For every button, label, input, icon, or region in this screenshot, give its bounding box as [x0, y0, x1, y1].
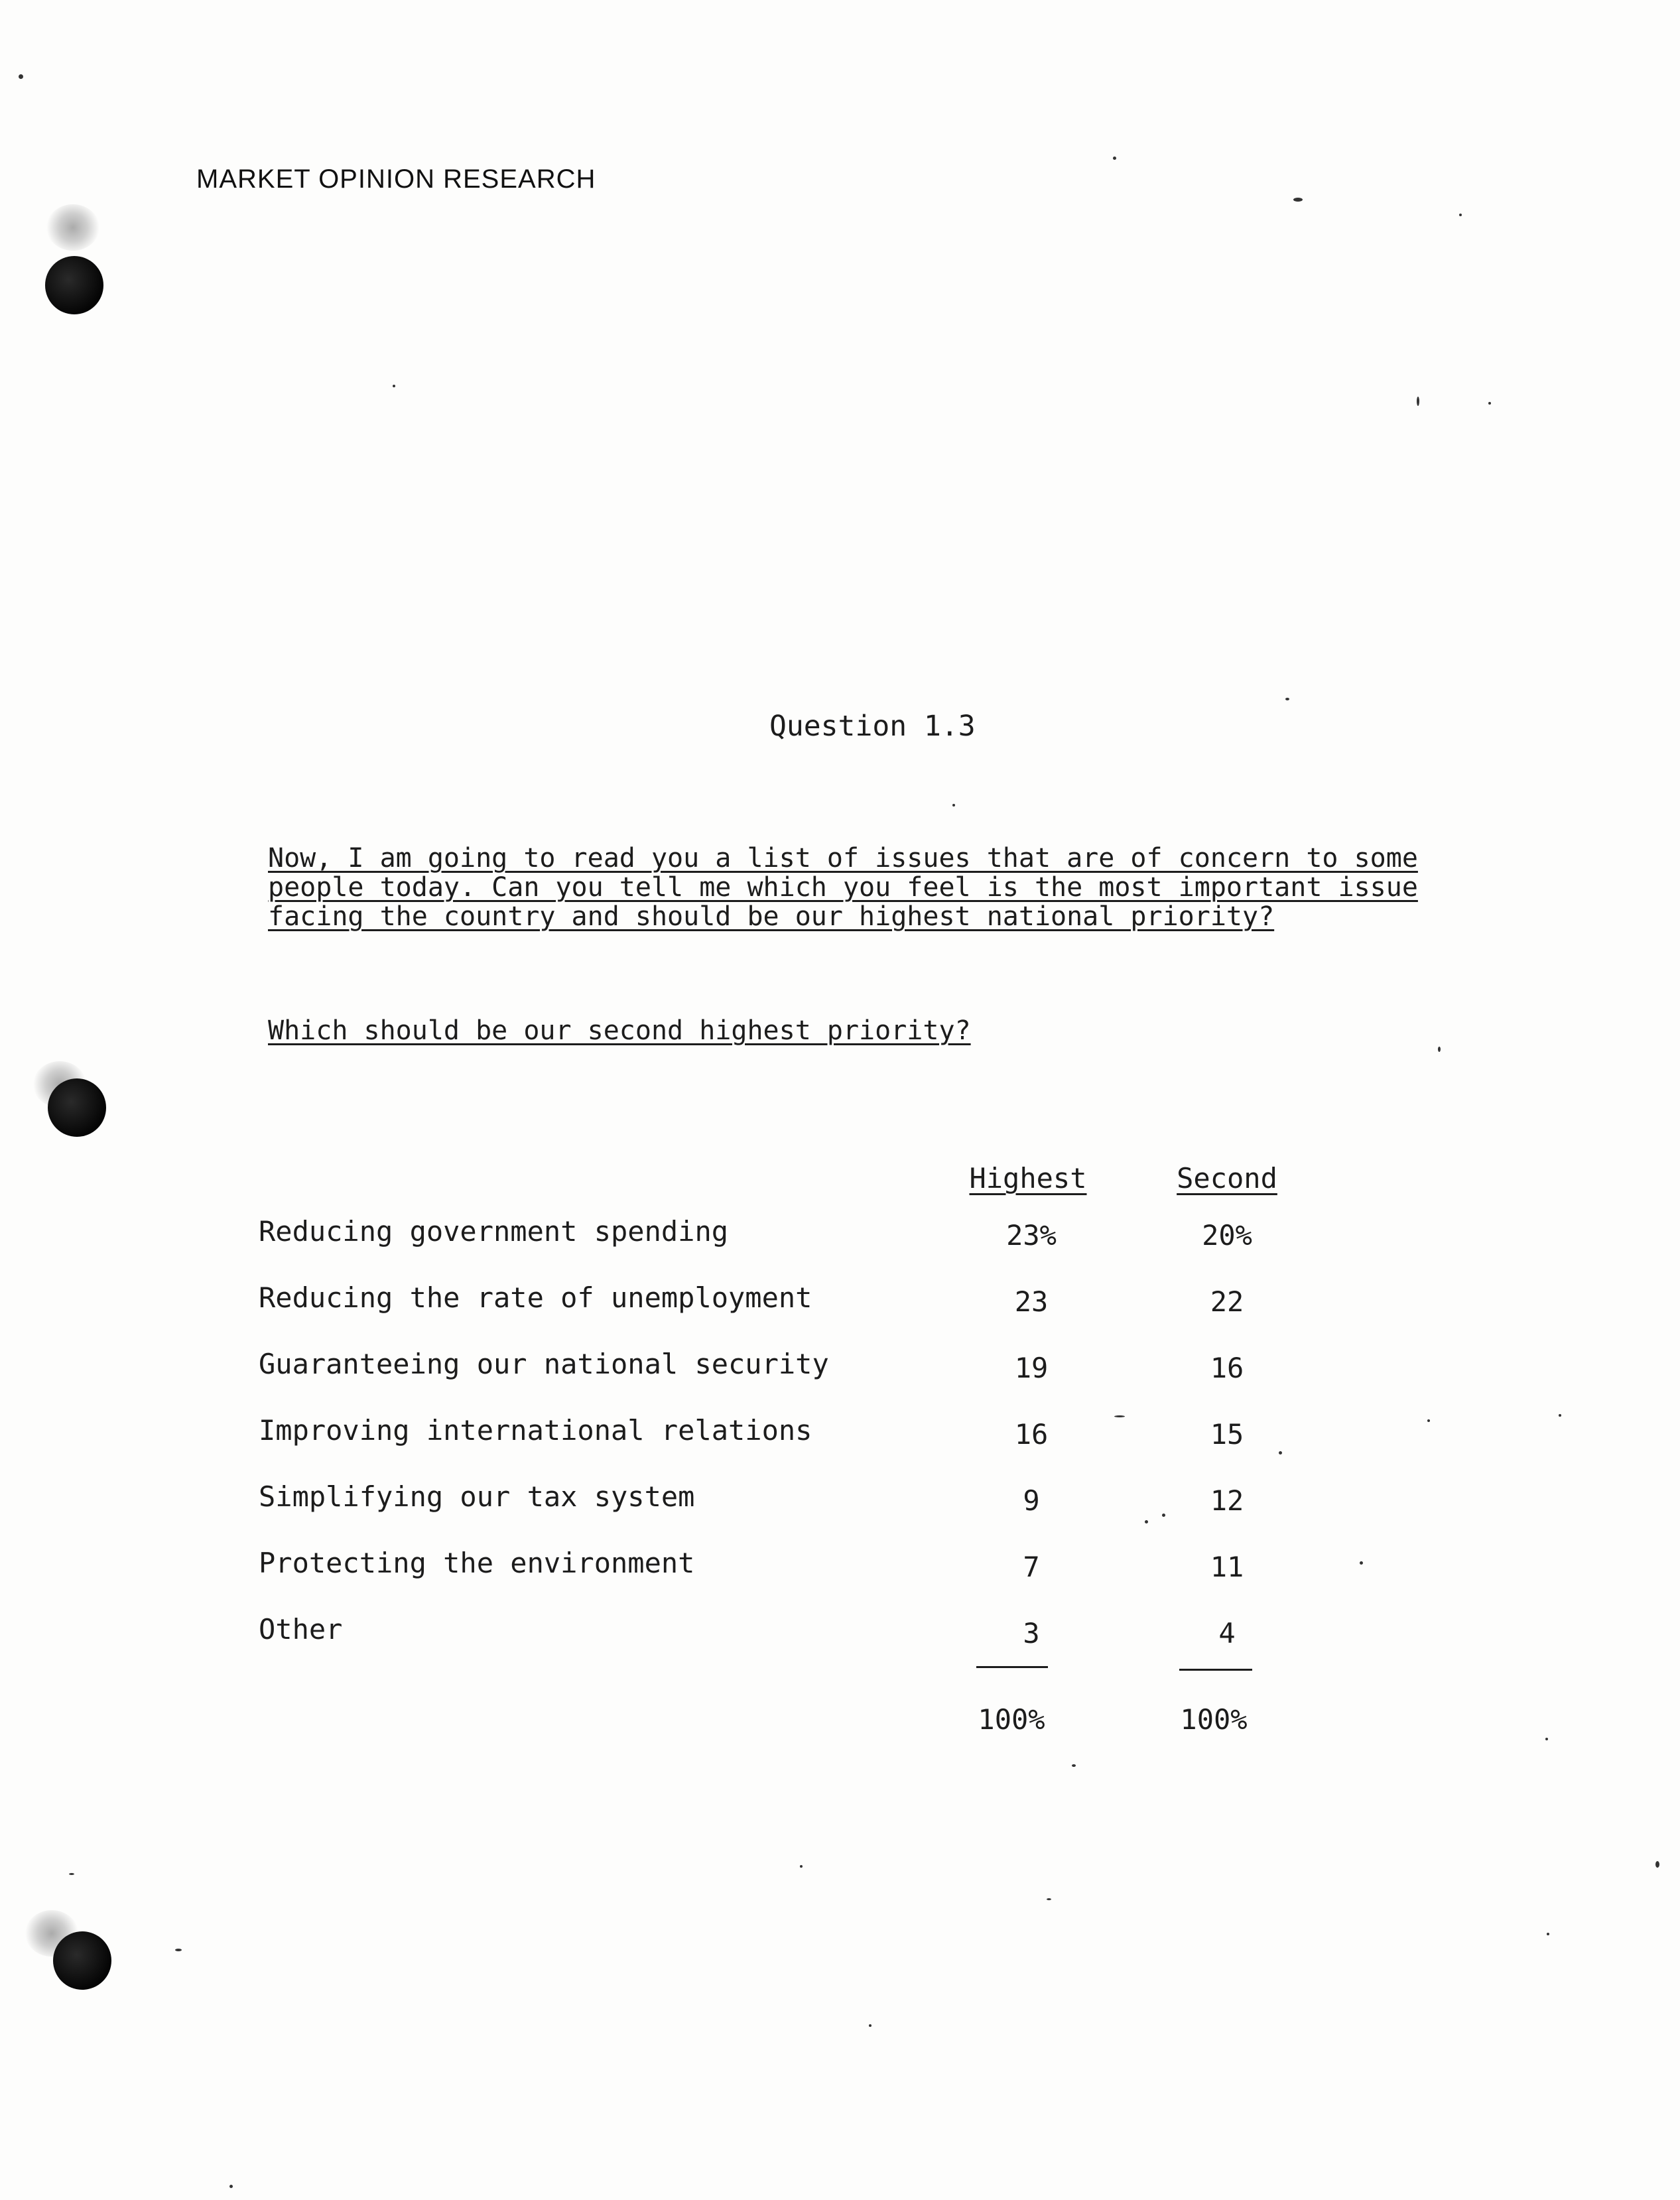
column-header-highest: Highest: [969, 1162, 1087, 1195]
sum-rule-highest: [976, 1666, 1048, 1668]
scan-speck: [1438, 1047, 1441, 1052]
scan-speck: [1427, 1419, 1430, 1422]
value-highest: 9: [1023, 1484, 1040, 1517]
row-label: Improving international relations: [259, 1414, 812, 1447]
scan-speck: [952, 804, 955, 807]
table-row: [259, 1281, 1386, 1348]
scan-speck: [1162, 1514, 1165, 1517]
row-label: Protecting the environment: [259, 1547, 695, 1579]
total-highest: 100%: [978, 1703, 1045, 1736]
row-label: Other: [259, 1613, 343, 1646]
value-highest: 16: [1014, 1418, 1049, 1451]
scan-speck: [1360, 1561, 1363, 1565]
value-highest: 3: [1023, 1617, 1040, 1650]
followup-question-text: Which should be our second highest priority?: [268, 1015, 971, 1046]
scan-speck: [19, 74, 23, 79]
scan-speck: [1547, 1933, 1549, 1935]
scan-speck: [1047, 1898, 1051, 1900]
scan-speck: [1114, 1415, 1125, 1417]
scan-speck: [1488, 402, 1491, 405]
scan-speck: [393, 385, 395, 387]
total-second: 100%: [1180, 1703, 1248, 1736]
punch-hole-halo-top: [46, 204, 99, 251]
value-highest: 7: [1023, 1551, 1040, 1583]
row-label: Reducing the rate of unemployment: [259, 1281, 812, 1314]
value-second: 22: [1210, 1285, 1244, 1318]
scan-speck: [1145, 1520, 1148, 1523]
value-highest: 23: [1014, 1285, 1049, 1318]
value-second: 15: [1210, 1418, 1244, 1451]
table-row: [259, 1348, 1386, 1414]
sum-rule-second: [1179, 1669, 1252, 1671]
scan-speck: [1545, 1738, 1548, 1740]
question-title: Question 1.3: [769, 710, 976, 743]
scan-speck: [1559, 1414, 1561, 1417]
value-highest: 23%: [1006, 1219, 1057, 1252]
column-header-second: Second: [1177, 1162, 1277, 1195]
table-row: [259, 1547, 1386, 1613]
value-second: 16: [1210, 1352, 1244, 1384]
scan-speck: [1655, 1861, 1659, 1868]
letterhead: MARKET OPINION RESEARCH: [196, 164, 596, 194]
scan-speck: [1459, 214, 1462, 216]
scan-speck: [1285, 698, 1289, 700]
table-row: [259, 1414, 1386, 1480]
row-label: Reducing government spending: [259, 1215, 729, 1248]
table-row: [259, 1215, 1386, 1281]
scan-speck: [175, 1949, 182, 1951]
question-text: Now, I am going to read you a list of issues that are of concern to some people today. Can you tell me which you feel is the most important issue facing the country and should be our highest national priority?: [268, 843, 1418, 932]
punch-hole-bottom: [53, 1931, 111, 1990]
punch-hole-middle: [48, 1078, 106, 1137]
scan-speck: [1417, 397, 1419, 406]
scan-speck: [229, 2185, 233, 2188]
scan-speck: [1113, 157, 1116, 160]
value-second: 11: [1210, 1551, 1244, 1583]
scan-speck: [1279, 1451, 1282, 1455]
scan-speck: [869, 2024, 872, 2027]
row-label: Simplifying our tax system: [259, 1480, 695, 1513]
table-row: [259, 1480, 1386, 1547]
value-highest: 19: [1014, 1352, 1049, 1384]
scan-speck: [800, 1865, 803, 1868]
value-second: 12: [1210, 1484, 1244, 1517]
punch-hole-top: [45, 256, 103, 314]
row-label: Guaranteeing our national security: [259, 1348, 829, 1380]
scan-speck: [1072, 1764, 1076, 1767]
results-table: [259, 1215, 1386, 1679]
scan-speck: [1293, 198, 1303, 202]
scan-speck: [69, 1873, 74, 1875]
value-second: 4: [1218, 1617, 1236, 1650]
value-second: 20%: [1202, 1219, 1252, 1252]
